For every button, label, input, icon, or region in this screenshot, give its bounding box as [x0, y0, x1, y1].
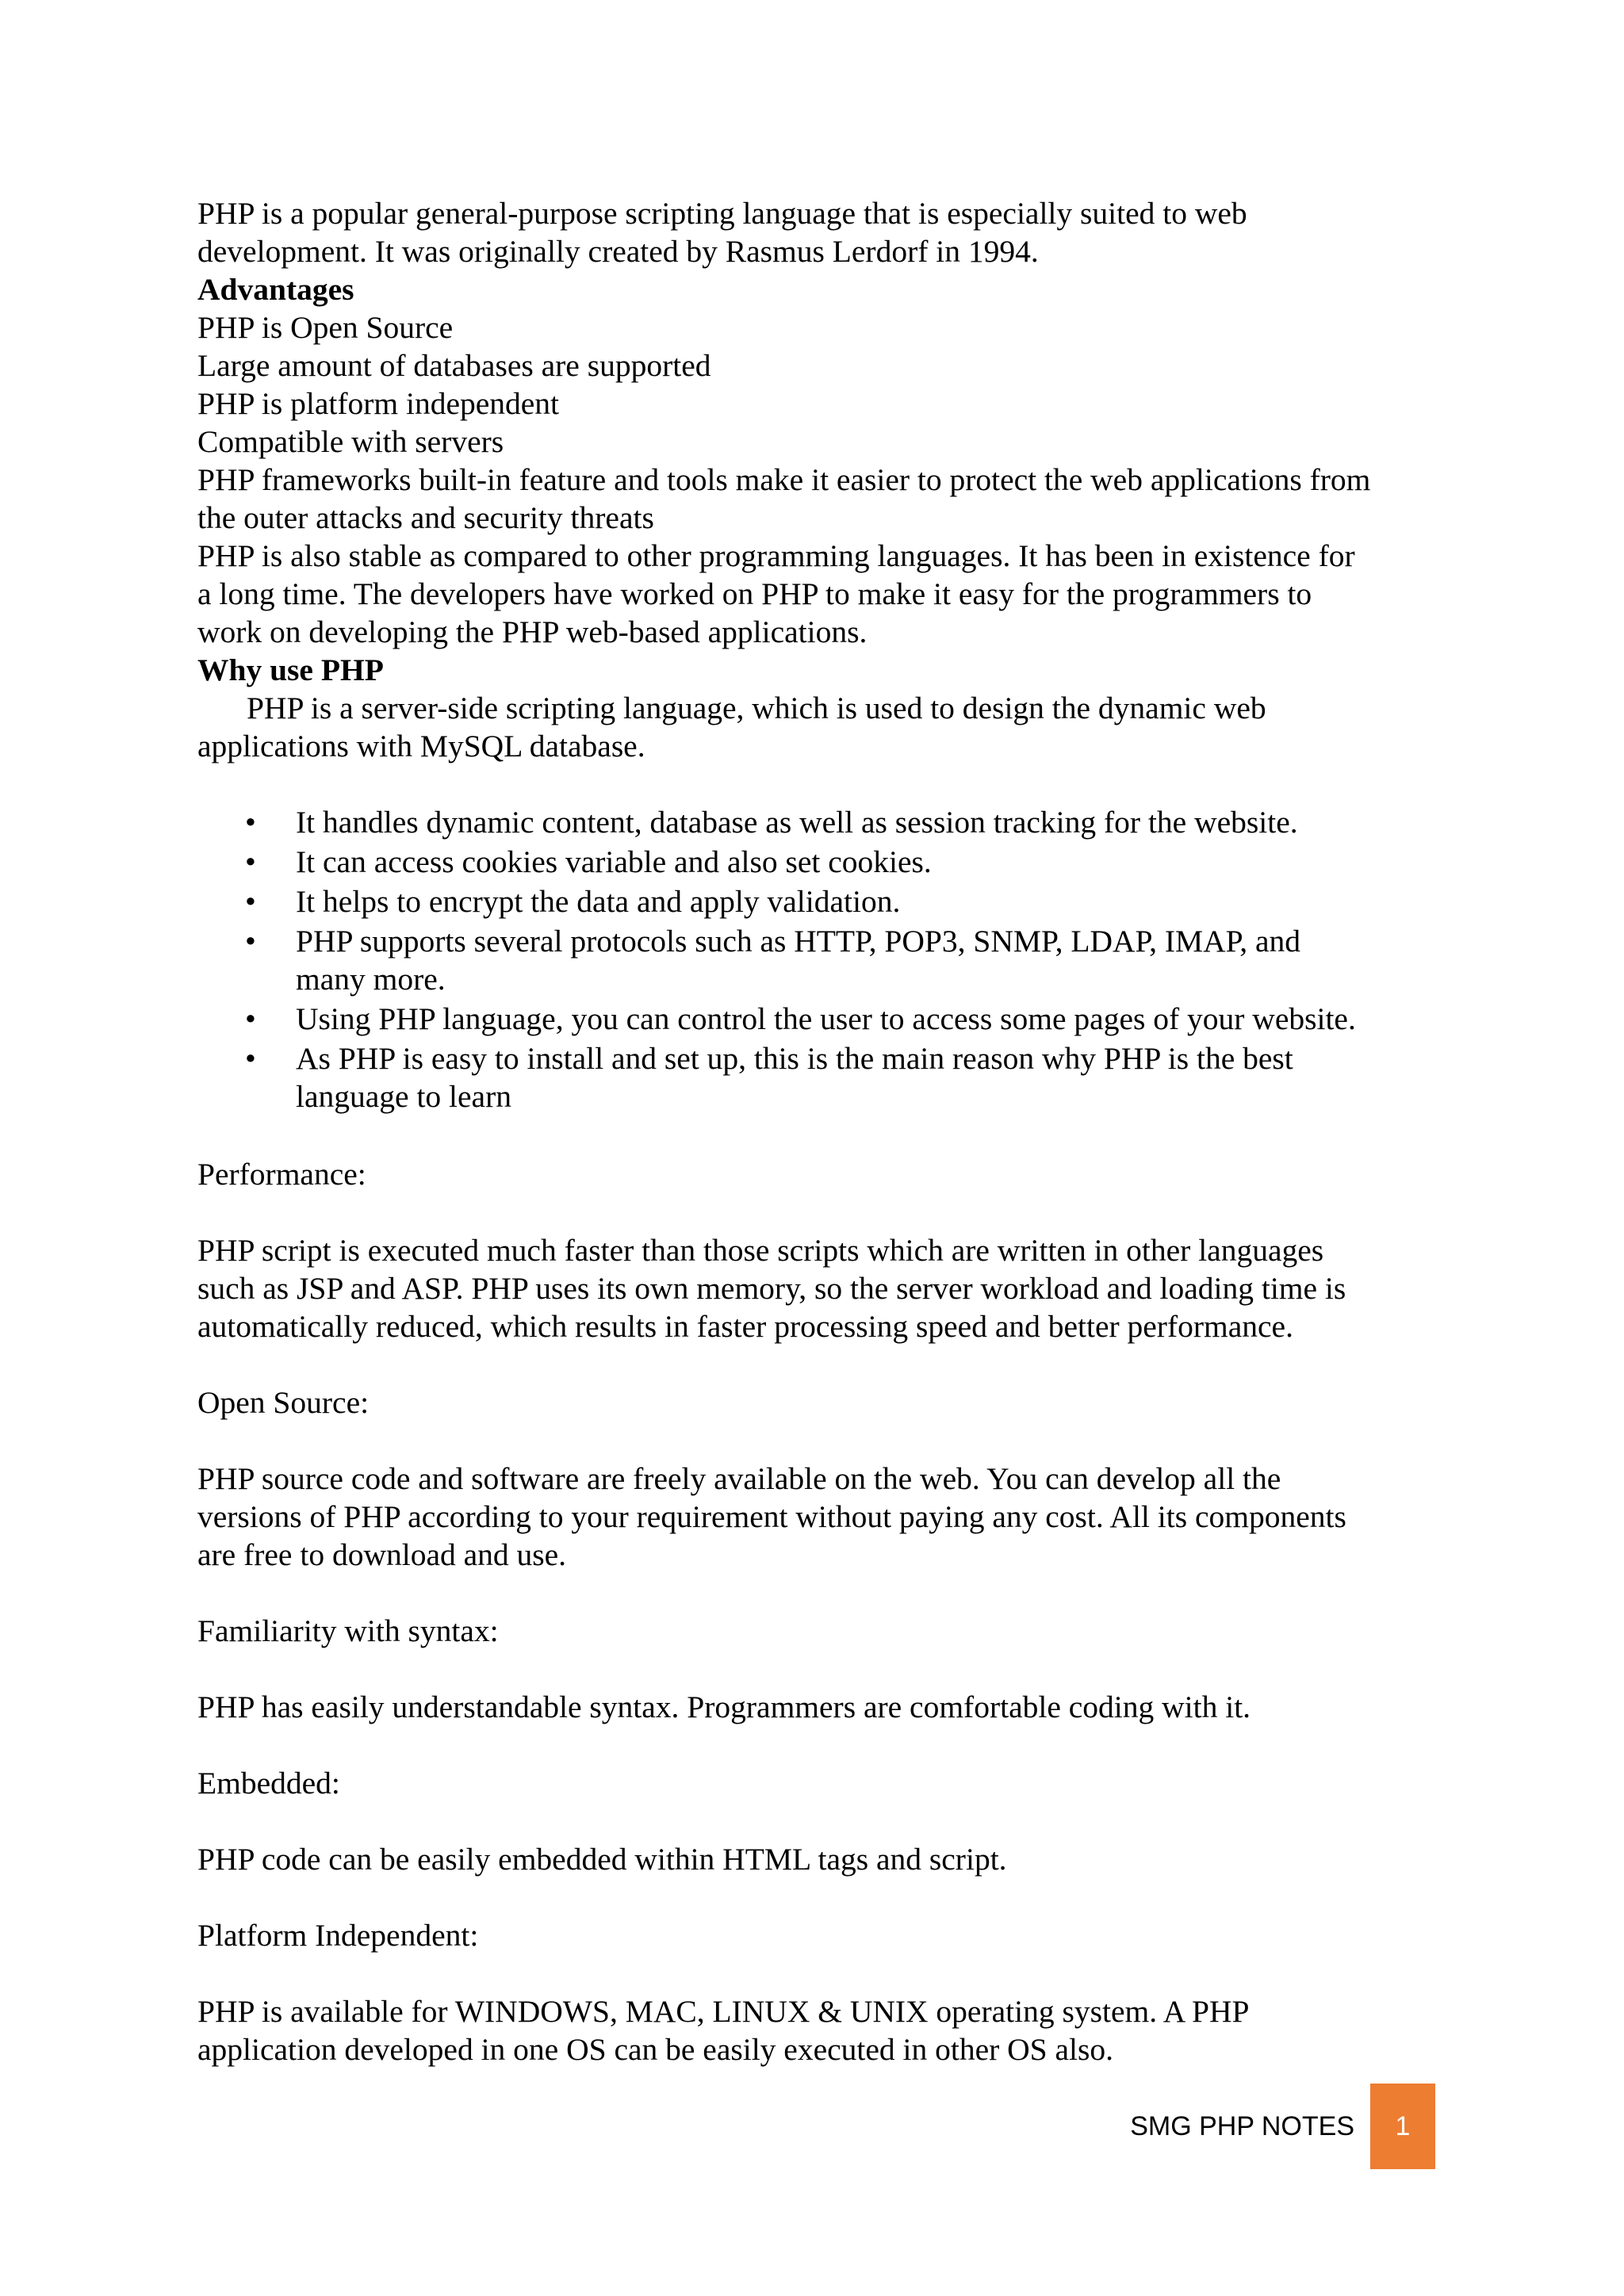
section-body-line: such as JSP and ASP. PHP uses its own memory, so the server workload and loading time is: [197, 1271, 1346, 1306]
intro-line: PHP is a popular general-purpose scripting language that is especially suited to web: [197, 196, 1247, 231]
section-body-line: are free to download and use.: [197, 1537, 567, 1572]
section-body-line: application developed in one OS can be easily executed in other OS also.: [197, 2032, 1114, 2067]
section-title: Performance:: [197, 1157, 366, 1192]
spacer: [197, 1574, 1434, 1612]
advantage-line: work on developing the PHP web-based applications.: [197, 614, 868, 649]
advantage-line: the outer attacks and security threats: [197, 500, 654, 535]
advantages-heading: Advantages: [197, 272, 354, 307]
section-body-line: versions of PHP according to your requirement without paying any cost. All its components: [197, 1499, 1346, 1534]
section-body-line: PHP code can be easily embedded within HTML tags and script.: [197, 1842, 1007, 1877]
advantage-line: PHP frameworks built-in feature and tools make it easier to protect the web applications from: [197, 462, 1371, 497]
bullet-text: many more.: [296, 962, 446, 997]
spacer: [197, 1650, 1434, 1688]
section-familiarity: [197, 1612, 1434, 1726]
section-title: Platform Independent:: [197, 1918, 479, 1953]
page-number-badge: 1: [1370, 2084, 1435, 2169]
section-body-line: PHP source code and software are freely available on the web. You can develop all the: [197, 1461, 1281, 1496]
bullet-text: It helps to encrypt the data and apply validation.: [296, 884, 901, 919]
spacer: [197, 1422, 1434, 1460]
footer-label: SMG PHP NOTES: [1130, 2110, 1354, 2141]
spacer: [197, 1954, 1434, 1992]
spacer: [197, 1117, 1434, 1155]
spacer: [197, 1802, 1434, 1840]
bullet-item: [197, 882, 1434, 920]
bullet-text: Using PHP language, you can control the user to access some pages of your website.: [296, 1001, 1356, 1036]
bullet-item: [197, 843, 1434, 881]
bullet-text: It can access cookies variable and also set cookies.: [296, 844, 932, 879]
bullet-text: language to learn: [296, 1079, 511, 1114]
advantages-section: [197, 270, 1434, 651]
advantage-line: Compatible with servers: [197, 424, 504, 459]
intro-paragraph: [197, 194, 1434, 270]
spacer: [197, 1193, 1434, 1231]
section-body-line: PHP is available for WINDOWS, MAC, LINUX & UNIX operating system. A PHP: [197, 1994, 1250, 2029]
page-footer: [1130, 2084, 1435, 2169]
bullet-text: As PHP is easy to install and set up, this is the main reason why PHP is the best: [296, 1041, 1293, 1076]
section-title: Open Source:: [197, 1385, 370, 1420]
advantage-line: a long time. The developers have worked on PHP to make it easy for the programmers to: [197, 576, 1312, 611]
bullet-item: [197, 922, 1434, 998]
intro-line: development. It was originally created by Rasmus Lerdorf in 1994.: [197, 234, 1039, 269]
document-page: [197, 194, 1434, 2068]
bullet-text: PHP supports several protocols such as HTTP, POP3, SNMP, LDAP, IMAP, and: [296, 924, 1301, 959]
section-body-line: PHP has easily understandable syntax. Programmers are comfortable coding with it.: [197, 1689, 1251, 1724]
section-title: Embedded:: [197, 1766, 340, 1800]
bullet-item: [197, 1039, 1434, 1115]
why-use-paragraph-line: PHP is a server-side scripting language, which is used to design the dynamic web: [247, 691, 1266, 725]
bullet-icon: •: [245, 1001, 256, 1036]
bullet-icon: •: [245, 924, 256, 959]
advantage-line: PHP is also stable as compared to other programming languages. It has been in existence for: [197, 538, 1355, 573]
section-body-line: automatically reduced, which results in faster processing speed and better performance.: [197, 1309, 1293, 1344]
bullet-icon: •: [245, 884, 256, 919]
bullet-item: [197, 803, 1434, 841]
spacer: [197, 1345, 1434, 1383]
bullet-icon: •: [245, 844, 256, 879]
advantage-line: PHP is platform independent: [197, 386, 560, 421]
why-use-paragraph-line: applications with MySQL database.: [197, 729, 645, 763]
section-platform-independent: [197, 1916, 1434, 2068]
section-performance: [197, 1155, 1434, 1345]
advantage-line: PHP is Open Source: [197, 310, 454, 345]
why-use-section: [197, 651, 1434, 1115]
spacer: [197, 765, 1434, 803]
why-use-bullet-list: [197, 803, 1434, 1115]
bullet-icon: •: [245, 1041, 256, 1076]
bullet-item: [197, 1000, 1434, 1038]
bullet-text: It handles dynamic content, database as well as session tracking for the website.: [296, 805, 1298, 840]
section-embedded: [197, 1764, 1434, 1878]
spacer: [197, 1878, 1434, 1916]
advantage-line: Large amount of databases are supported: [197, 348, 711, 383]
why-use-heading: Why use PHP: [197, 652, 384, 687]
section-open-source: [197, 1383, 1434, 1574]
section-body-line: PHP script is executed much faster than those scripts which are written in other languages: [197, 1233, 1324, 1268]
section-title: Familiarity with syntax:: [197, 1613, 499, 1648]
spacer: [197, 1726, 1434, 1764]
bullet-icon: •: [245, 805, 256, 840]
